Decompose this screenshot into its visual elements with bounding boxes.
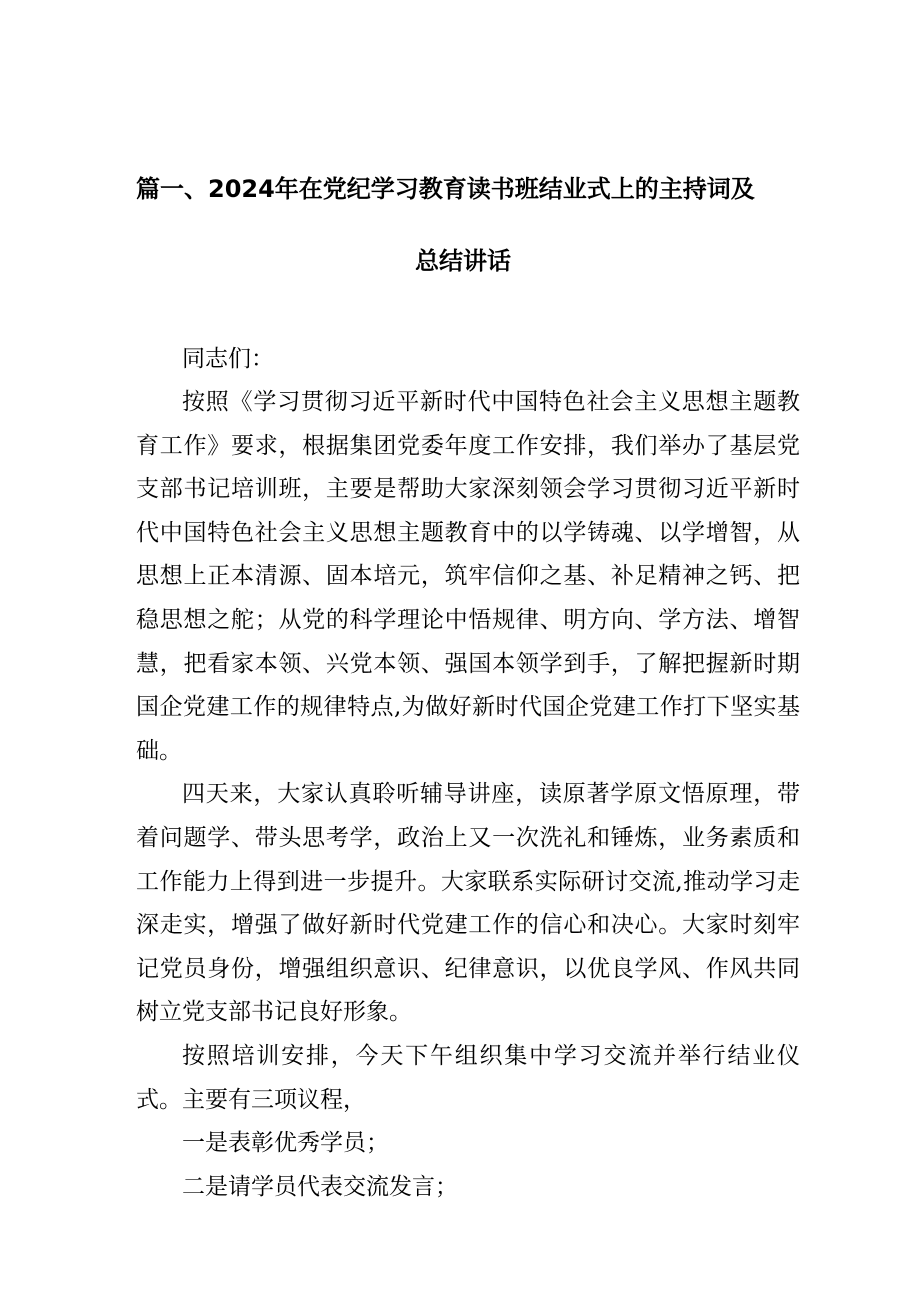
- paragraph-four-days: 四天来，大家认真聆听辅导讲座，读原著学原文悟原理，带着问题学、带头思考学，政治上又一次洗礼和锤炼，业务素质和工作能力上得到进一步提升。大家联系实际研讨交流,推动学习走深走实，增强了做好新时代党建工作的信心和决心。大家时刻牢记党员身份，增强组织意识、纪律意识，以优良学风、作风共同树立党支部书记良好形象。: [136, 781, 800, 1026]
- paragraph-agenda: 按照培训安排，今天下午组织集中学习交流并举行结业仪式。主要有三项议程，: [136, 1042, 800, 1113]
- salutation: 同志们：: [182, 346, 274, 372]
- paragraph-intro: 按照《学习贯彻习近平新时代中国特色社会主义思想主题教育工作》要求，根据集团党委年度工作安排，我们举办了基层党支部书记培训班，主要是帮助大家深刻领会学习贯彻习近平新时代中国特色社会主义思想主题教育中的以学铸魂、以学增智，从思想上正本清源、固本培元，筑牢信仰之基、补足精神之钙、把稳思想之舵；从党的科学理论中悟规律、明方向、学方法、增智慧，把看家本领、兴党本领、强国本领学到手，了解把握新时期国企党建工作的规律特点,为做好新时代国企党建工作打下坚实基础。: [136, 389, 800, 764]
- agenda-item-2: 二是请学员代表交流发言；: [182, 1173, 458, 1200]
- document-title-line-2: 总结讲话: [415, 247, 511, 275]
- body-paragraphs: [136, 381, 800, 1209]
- salutation-block: [136, 338, 800, 382]
- agenda-item-1: 一是表彰优秀学员；: [182, 1130, 389, 1157]
- document-title-line-1: 篇一、2024年在党纪学习教育读书班结业式上的主持词及: [136, 175, 755, 203]
